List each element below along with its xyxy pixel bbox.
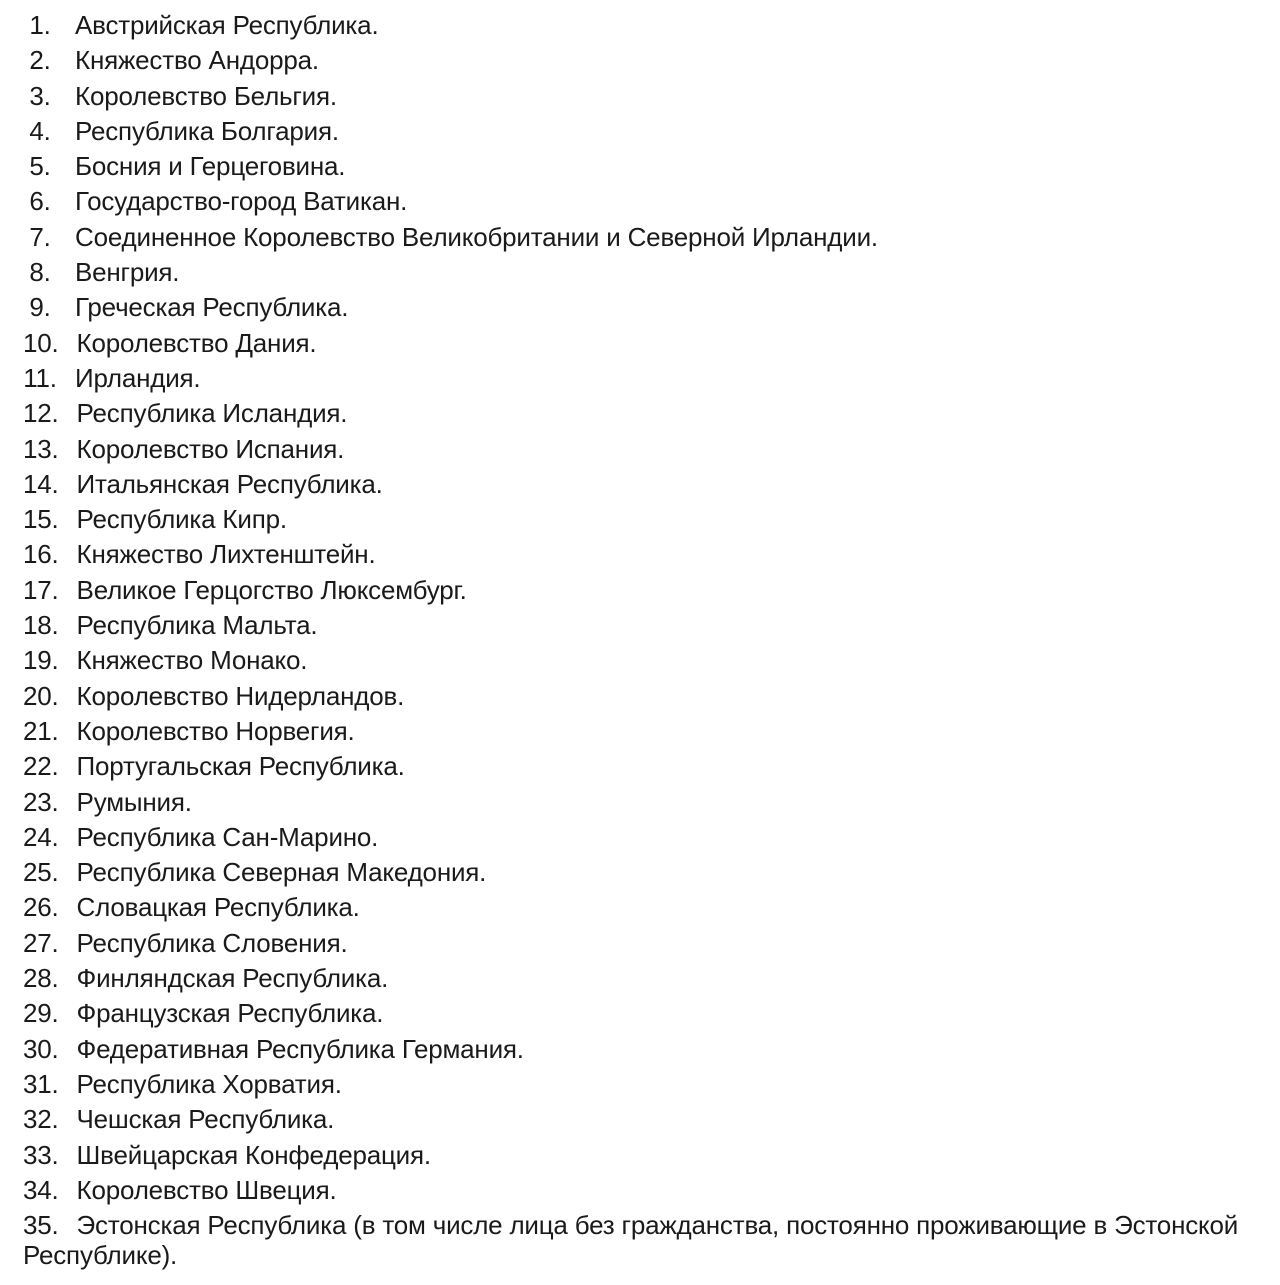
list-item <box>23 1210 1248 1270</box>
country-name: Чешская Республика. <box>76 1104 335 1135</box>
country-name: Венгрия. <box>75 257 180 288</box>
country-name: Республика Словения. <box>76 927 348 958</box>
list-item-number: 27. <box>23 927 59 958</box>
list-item-number: 19. <box>23 645 59 676</box>
list-item-number: 13. <box>23 433 59 464</box>
list-item <box>23 1104 1248 1134</box>
list-item-number: 10. <box>23 327 59 358</box>
list-item <box>23 1175 1248 1205</box>
list-item-number: 6. <box>29 186 51 217</box>
country-name: Ирландия. <box>75 362 201 393</box>
list-item <box>23 575 1248 605</box>
list-item <box>23 10 1248 40</box>
country-name: Финляндская Республика. <box>76 963 389 994</box>
list-item <box>23 257 1248 287</box>
country-name: Княжество Андорра. <box>75 45 319 76</box>
country-name: Швейцарская Конфедерация. <box>76 1139 431 1170</box>
list-item-number: 29. <box>23 998 59 1029</box>
list-item-number: 35. <box>23 1210 59 1241</box>
list-item-number: 16. <box>23 539 59 570</box>
list-item-number: 2. <box>29 45 51 76</box>
list-item-number: 17. <box>23 574 59 605</box>
country-name: Греческая Республика. <box>75 292 349 323</box>
list-item-number: 23. <box>23 786 59 817</box>
list-item-number: 4. <box>29 115 51 146</box>
list-item <box>23 151 1248 181</box>
list-item <box>23 998 1248 1028</box>
list-item <box>23 434 1248 464</box>
list-item-number: 31. <box>23 1068 59 1099</box>
country-name: Королевство Норвегия. <box>76 715 355 746</box>
country-name: Республика Кипр. <box>76 504 287 535</box>
list-item-number: 5. <box>29 151 51 182</box>
country-name: Республика Северная Македония. <box>76 857 487 888</box>
country-name: Королевство Дания. <box>76 327 317 358</box>
list-item-number: 11. <box>23 362 57 393</box>
country-name: Французская Республика. <box>76 998 384 1029</box>
country-name: Словацкая Республика. <box>76 892 360 923</box>
country-name: Республика Сан-Марино. <box>76 821 379 852</box>
list-item-number: 18. <box>23 610 59 641</box>
list-item-number: 25. <box>23 857 59 888</box>
country-name: Итальянская Республика. <box>76 468 383 499</box>
list-item <box>23 116 1248 146</box>
list-item <box>23 857 1248 887</box>
country-name: Государство-город Ватикан. <box>75 186 408 217</box>
list-item <box>23 222 1248 252</box>
list-item-number: 7. <box>29 221 51 252</box>
list-item-number: 28. <box>23 963 59 994</box>
list-item-number: 30. <box>23 1033 59 1064</box>
list-item-number: 1. <box>29 10 51 40</box>
country-name: Княжество Монако. <box>76 645 308 676</box>
country-name: Республика Хорватия. <box>76 1068 342 1099</box>
list-item <box>23 928 1248 958</box>
country-name: Соединенное Королевство Великобритании и Северной Ирландии. <box>75 221 878 252</box>
country-name: Княжество Лихтенштейн. <box>76 539 376 570</box>
list-item <box>23 892 1248 922</box>
list-item <box>23 504 1248 534</box>
country-name: Босния и Герцеговина. <box>75 151 346 182</box>
list-item <box>23 681 1248 711</box>
list-item <box>23 1069 1248 1099</box>
list-item <box>23 81 1248 111</box>
list-item-number: 32. <box>23 1104 59 1135</box>
country-list <box>23 10 1248 1270</box>
list-item <box>23 645 1248 675</box>
list-item <box>23 751 1248 781</box>
country-name: Королевство Нидерландов. <box>76 680 405 711</box>
country-name: Эстонская Республика (в том числе лица без гражданства, постоянно проживающие в Эстонской Республике). <box>23 1210 1239 1271</box>
list-item-number: 3. <box>29 80 51 111</box>
list-item <box>23 1034 1248 1064</box>
list-item-number: 33. <box>23 1139 59 1170</box>
country-name: Республика Болгария. <box>75 115 339 146</box>
list-item <box>23 45 1248 75</box>
list-item <box>23 328 1248 358</box>
list-item <box>23 822 1248 852</box>
list-item <box>23 539 1248 569</box>
country-name: Республика Исландия. <box>76 398 348 429</box>
country-name: Федеративная Республика Германия. <box>76 1033 524 1064</box>
list-item-number: 24. <box>23 821 59 852</box>
list-item-number: 8. <box>29 257 51 288</box>
list-item-number: 9. <box>29 292 51 323</box>
list-item <box>23 469 1248 499</box>
country-name: Республика Мальта. <box>76 610 318 641</box>
list-item <box>23 363 1248 393</box>
list-item-number: 20. <box>23 680 59 711</box>
country-name: Румыния. <box>76 786 192 817</box>
list-item-number: 26. <box>23 892 59 923</box>
list-item <box>23 1140 1248 1170</box>
country-name: Королевство Швеция. <box>76 1174 337 1205</box>
list-item <box>23 716 1248 746</box>
list-item <box>23 963 1248 993</box>
list-item-number: 22. <box>23 751 59 782</box>
list-item <box>23 398 1248 428</box>
country-name: Австрийская Республика. <box>75 10 379 40</box>
country-name: Великое Герцогство Люксембург. <box>76 574 467 605</box>
list-item-number: 21. <box>23 715 59 746</box>
list-item-number: 34. <box>23 1174 59 1205</box>
country-name: Королевство Испания. <box>76 433 345 464</box>
list-item-number: 15. <box>23 504 59 535</box>
list-item <box>23 610 1248 640</box>
list-item-number: 14. <box>23 468 59 499</box>
list-item-number: 12. <box>23 398 59 429</box>
list-item <box>23 186 1248 216</box>
country-name: Королевство Бельгия. <box>75 80 337 111</box>
list-item <box>23 292 1248 322</box>
country-name: Португальская Республика. <box>76 751 405 782</box>
list-item <box>23 787 1248 817</box>
